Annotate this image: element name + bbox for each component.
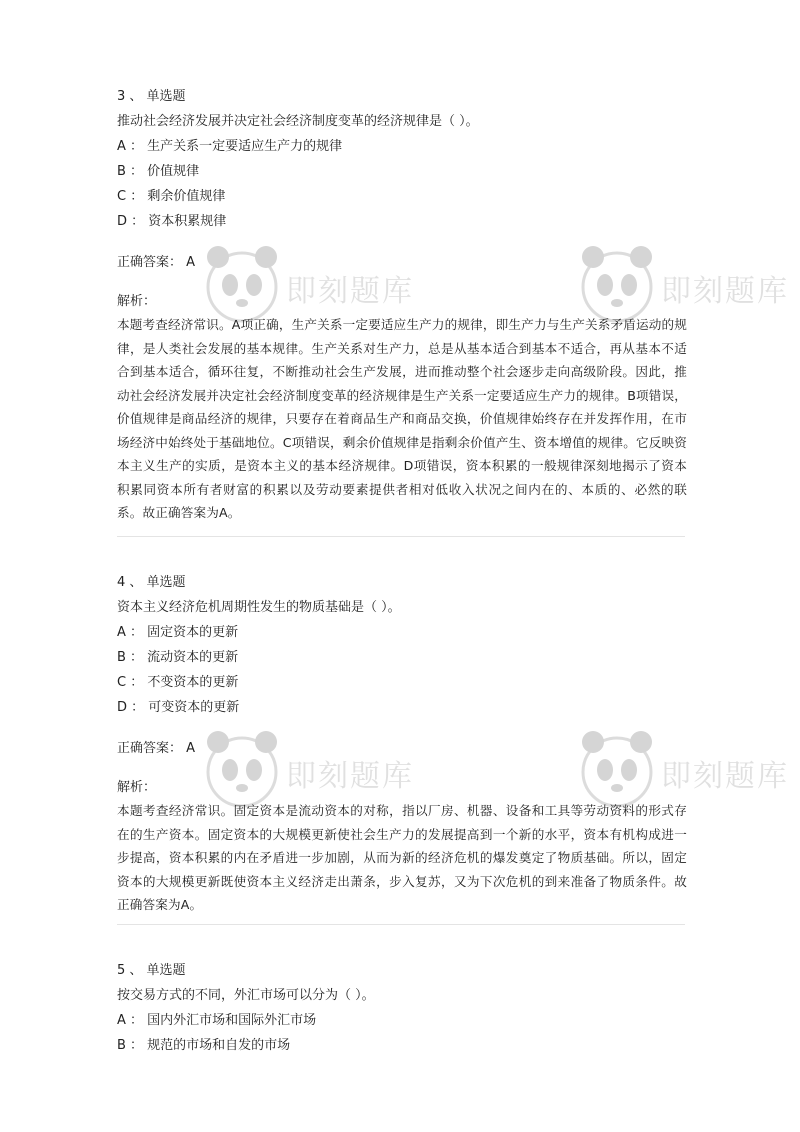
correct-answer: 正确答案： A xyxy=(117,741,196,756)
option-b: B ： 规范的市场和自发的市场 xyxy=(117,1038,291,1053)
option-a: A ： 固定资本的更新 xyxy=(117,625,239,640)
analysis-text: 本题考查经济常识。固定资本是流动资本的对称，指以厂房、机器、设备和工具等劳动资料的形式存在的生产资本。固定资本的大规模更新使社会生产力的发展提高到一个新的水平，资本有机构成进一步提高，资本积累的内在矛盾进一步加剧，从而为新的经济危机的爆发奠定了物质基础。所以，固定资本的大规模更新既使资本主义经济走出萧条，步入复苏，又为下次危机的到来准备了物质条件。故正确答案为A。 xyxy=(117,803,687,912)
analysis-label: 解析： xyxy=(117,294,157,309)
option-c: C ： 不变资本的更新 xyxy=(117,675,239,690)
question-stem: 按交易方式的不同，外汇市场可以分为（ ）。 xyxy=(117,988,375,1003)
question-heading: 4 、 单选题 xyxy=(117,575,186,590)
watermark-brand-text: 即刻题库 xyxy=(661,759,789,794)
option-b: B ： 价值规律 xyxy=(117,164,200,179)
option-b: B ： 流动资本的更新 xyxy=(117,650,239,665)
option-c: C ： 剩余价值规律 xyxy=(117,189,226,204)
option-d: D ： 可变资本的更新 xyxy=(117,700,240,715)
question-block xyxy=(117,570,687,917)
watermark-brand-text: 即刻题库 xyxy=(286,274,414,309)
question-divider xyxy=(117,924,685,925)
option-a: A ： 生产关系一定要适应生产力的规律 xyxy=(117,139,343,154)
question-divider xyxy=(117,536,685,537)
watermark-brand-text: 即刻题库 xyxy=(286,759,414,794)
question-block xyxy=(117,958,687,1058)
question-heading: 5 、 单选题 xyxy=(117,963,186,978)
watermark-brand-text: 即刻题库 xyxy=(661,274,789,309)
option-d: D ： 资本积累规律 xyxy=(117,214,227,229)
correct-answer: 正确答案： A xyxy=(117,255,196,270)
question-block xyxy=(117,84,687,525)
question-stem: 资本主义经济危机周期性发生的物质基础是（ ）。 xyxy=(117,600,401,615)
option-a: A ： 国内外汇市场和国际外汇市场 xyxy=(117,1013,317,1028)
question-heading: 3 、 单选题 xyxy=(117,89,186,104)
analysis-text: 本题考查经济常识。A项正确，生产关系一定要适应生产力的规律，即生产力与生产关系矛盾运动的规律，是人类社会发展的基本规律。生产关系对生产力，总是从基本适合到基本不适合，再从基本不适合到基本适合，循环往复，不断推动社会生产发展，进而推动整个社会逐步走向高级阶段。因此，推动社会经济发展并决定社会经济制度变革的经济规律是生产关系一定要适应生产力的规律。B项错误，价值规律是商品经济的规律，只要存在着商品生产和商品交换，价值规律始终存在并发挥作用，在市场经济中始终处于基础地位。C项错误，剩余价值规律是指剩余价值产生、资本增值的规律。它反映资本主义生产的实质，是资本主义的基本经济规律。D项错误，资本积累的一般规律深刻地揭示了资本积累同资本所有者财富的积累以及劳动要素提供者相对低收入状况之间内在的、本质的、必然的联系。故正确答案为A。 xyxy=(117,317,687,520)
question-stem: 推动社会经济发展并决定社会经济制度变革的经济规律是（ ）。 xyxy=(117,114,479,129)
analysis-label: 解析： xyxy=(117,780,157,795)
